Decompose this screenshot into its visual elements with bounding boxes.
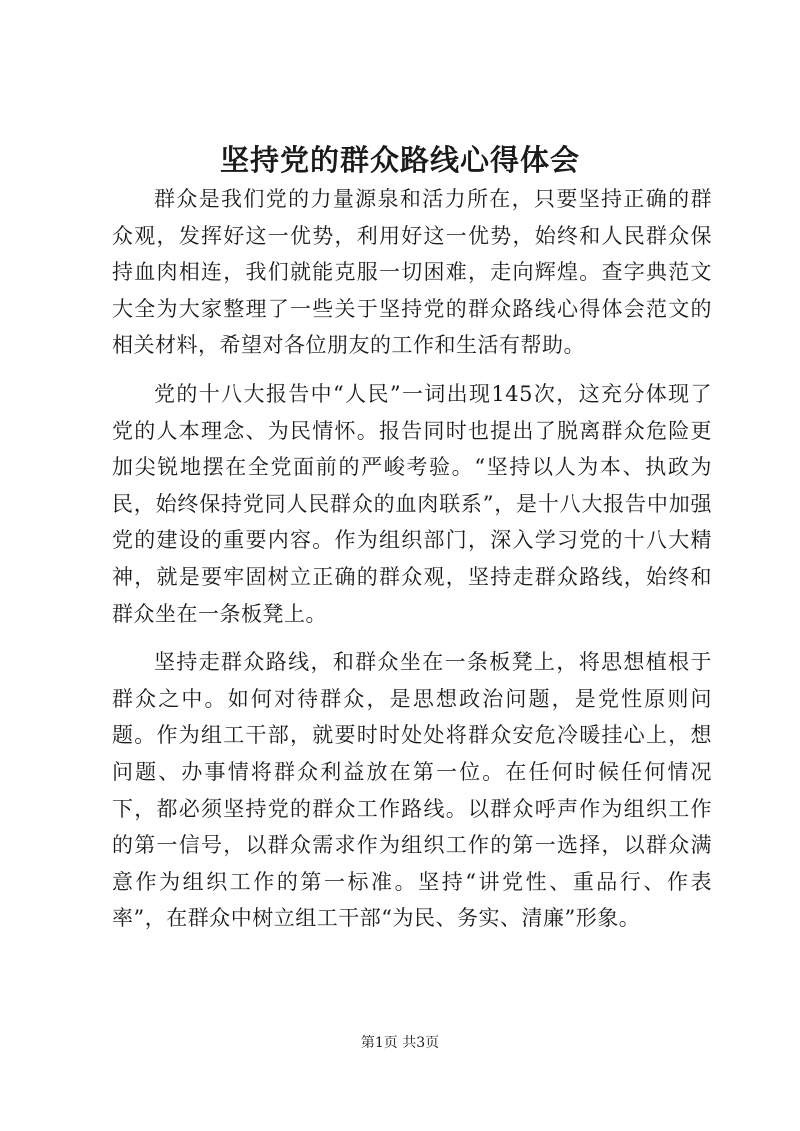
page-footer: 第1页 共3页 <box>360 1035 440 1051</box>
document-title: 坚持党的群众路线心得体会 <box>219 143 580 177</box>
paragraph-1: 群众是我们党的力量源泉和活力所在，只要坚持正确的群众观，发挥好这一优势，利用好这一优势，始终和人民群众保持血肉相连，我们就能克服一切困难，走向辉煌。查字典范文大全为大家整理了一些关于坚持党的群众路线心得体会范文的相关材料，希望对各位朋友的工作和生活有帮助。 <box>112 187 712 358</box>
paragraph-3: 坚持走群众路线，和群众坐在一条板凳上，将思想植根于群众之中。如何对待群众，是思想政治问题，是党性原则问题。作为组工干部，就要时时处处将群众安危冷暖挂心上，想问题、办事情将群众利益放在第一位。在任何时候任何情况下，都必须坚持党的群众工作路线。以群众呼声作为组织工作的第一信号，以群众需求作为组织工作的第一选择，以群众满意作为组织工作的第一标准。坚持“讲党性、重品行、作表率”，在群众中树立组工干部“为民、务实、清廉”形象。 <box>112 650 712 931</box>
paragraph-2: 党的十八大报告中“人民”一词出现145次，这充分体现了党的人本理念、为民情怀。报告同时也提出了脱离群众危险更加尖锐地摆在全党面前的严峻考验。“坚持以人为本、执政为民，始终保持党同人民群众的血肉联系”，是十八大报告中加强党的建设的重要内容。作为组织部门，深入学习党的十八大精神，就是要牢固树立正确的群众观，坚持走群众路线，始终和群众坐在一条板凳上。 <box>112 381 712 626</box>
document-body <box>112 181 712 949</box>
